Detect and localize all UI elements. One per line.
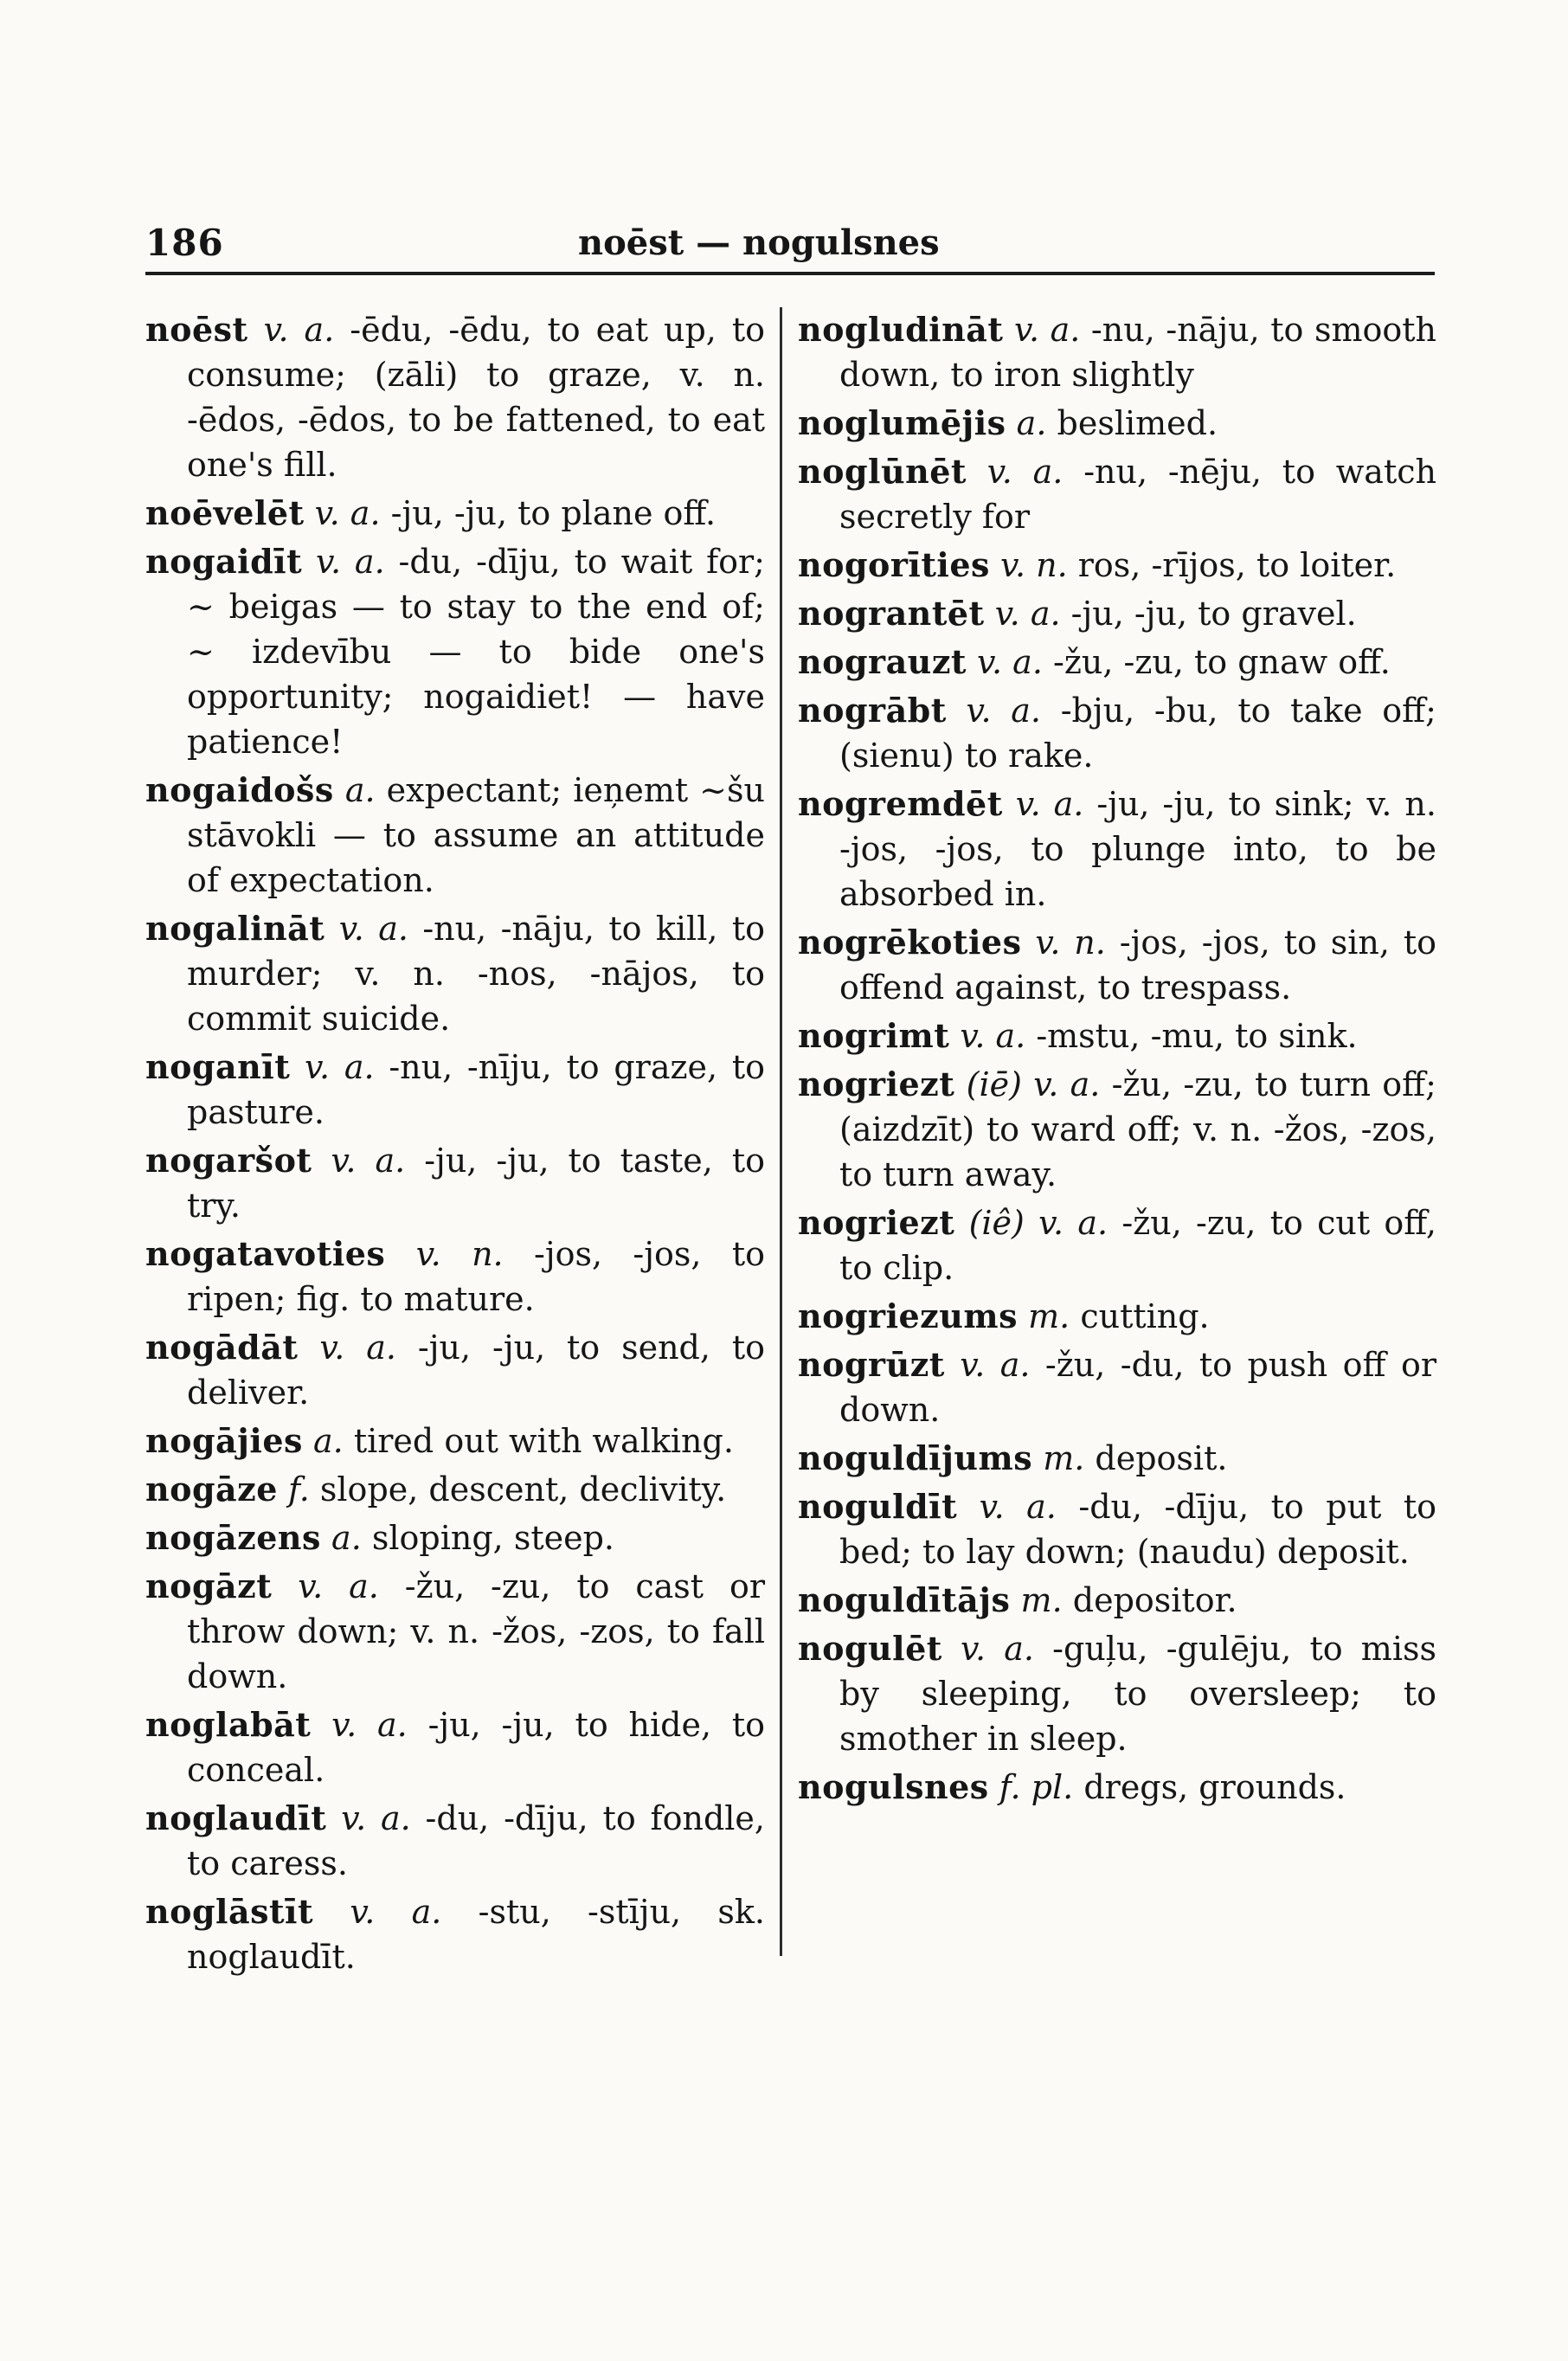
- entry-definition: -ju, -ju, to taste, to try.: [187, 1142, 765, 1225]
- running-head: noēst — nogulsnes: [578, 222, 940, 263]
- dictionary-entry: [145, 1796, 765, 1886]
- entry-headword: nogulēt: [798, 1629, 942, 1668]
- dictionary-entry: [145, 1467, 765, 1512]
- entry-headword: nogaršot: [145, 1141, 312, 1180]
- entry-definition: -guļu, -gulēju, to miss by sleeping, to oversleep; to smother in sleep.: [839, 1630, 1436, 1758]
- entry-grammar: v. a.: [966, 692, 1041, 730]
- entry-definition: -žu, -zu, to cast or throw down; v. n. -žos, -zos, to fall down.: [187, 1567, 765, 1695]
- entry-definition: -nu, -nāju, to smooth down, to iron slightly: [839, 311, 1436, 394]
- entry-definition: -žu, -zu, to gnaw off.: [1053, 643, 1391, 681]
- entry-headword: nogludināt: [798, 310, 1004, 349]
- entry-headword: noglabāt: [145, 1705, 312, 1744]
- entry-grammar: m.: [1043, 1439, 1085, 1477]
- entry-headword: nogāze: [145, 1470, 278, 1509]
- entry-grammar: v. a.: [319, 1328, 396, 1367]
- entry-definition: -mstu, -mu, to sink.: [1036, 1017, 1358, 1055]
- entry-definition: -žu, -zu, to turn off; (aizdzīt) to ward off; v. n. -žos, -zos, to turn away.: [839, 1065, 1436, 1193]
- entry-definition: -ēdu, -ēdu, to eat up, to consume; (zāli) to graze, v. n. -ēdos, -ēdos, to be fattened, to eat one's fill.: [187, 311, 765, 484]
- dictionary-entry: [798, 591, 1436, 636]
- entry-definition: -ju, -ju, to sink; v. n. -jos, -jos, to plunge into, to be absorbed in.: [839, 785, 1436, 913]
- dictionary-entry: [145, 1702, 765, 1792]
- entry-grammar: a.: [313, 1422, 344, 1460]
- entry-grammar: v. a.: [1015, 785, 1084, 823]
- entry-headword: noguldījums: [798, 1438, 1033, 1477]
- entry-definition: -ju, -ju, to plane off.: [390, 494, 717, 532]
- entry-grammar: v. n.: [1035, 923, 1106, 962]
- entry-grammar: v. a.: [305, 1048, 375, 1086]
- entry-headword: nogatavoties: [145, 1234, 386, 1273]
- entry-definition: expectant; ieņemt ~šu stāvokli — to assume an attitude of expectation.: [187, 771, 765, 899]
- entry-grammar: a.: [331, 1519, 362, 1557]
- entry-definition: -du, -dīju, to fondle, to caress.: [187, 1799, 765, 1882]
- entry-headword: nogaidīt: [145, 542, 303, 581]
- entry-headword: noglūnēt: [798, 452, 967, 491]
- entry-definition: cutting.: [1080, 1297, 1210, 1335]
- entry-headword: noglumējis: [798, 403, 1006, 442]
- dictionary-entry: [798, 920, 1436, 1010]
- dictionary-entry: [145, 1515, 765, 1560]
- entry-grammar: (iê) v. a.: [968, 1204, 1109, 1242]
- entry-grammar: v. a.: [979, 1488, 1057, 1526]
- entry-definition: -nu, -nīju, to graze, to pasture.: [187, 1048, 765, 1131]
- dictionary-entry: [798, 401, 1436, 446]
- page-header: [145, 221, 1435, 273]
- entry-headword: nogājies: [145, 1421, 303, 1460]
- entry-grammar: v. a.: [338, 910, 408, 948]
- entry-grammar: v. a.: [960, 1017, 1026, 1055]
- entry-headword: nogriezt: [798, 1065, 955, 1103]
- entry-definition: deposit.: [1095, 1439, 1228, 1477]
- entry-headword: nogriezt: [798, 1203, 955, 1242]
- entry-headword: nogulsnes: [798, 1767, 989, 1806]
- entry-definition: -ju, -ju, to send, to deliver.: [187, 1328, 765, 1412]
- dictionary-entry: [145, 1045, 765, 1135]
- entry-headword: nogrūzt: [798, 1345, 945, 1384]
- entry-grammar: v. a.: [986, 453, 1064, 491]
- entry-grammar: v. a.: [341, 1799, 411, 1837]
- entry-definition: -du, -dīju, to put to bed; to lay down; (naudu) deposit.: [839, 1488, 1436, 1571]
- entry-definition: -du, -dīju, to wait for; ~ beigas — to stay to the end of; ~ izdevību — to bide one's opportunity; nogaidiet! — have patience!: [187, 543, 765, 761]
- entry-headword: nograntēt: [798, 594, 985, 633]
- entry-grammar: f.: [288, 1470, 310, 1509]
- entry-headword: noēvelēt: [145, 493, 305, 532]
- dictionary-entry: [798, 1578, 1436, 1623]
- entry-headword: noēst: [145, 310, 248, 349]
- entry-definition: depositor.: [1072, 1581, 1237, 1619]
- entry-grammar: v. a.: [1014, 311, 1081, 349]
- dictionary-entry: [145, 906, 765, 1041]
- entry-definition: ros, -rījos, to loiter.: [1077, 546, 1397, 584]
- entry-headword: noganīt: [145, 1047, 291, 1086]
- entry-definition: -jos, -jos, to ripen; fig. to mature.: [187, 1235, 766, 1318]
- dictionary-entry: [798, 1200, 1436, 1290]
- dictionary-entry: [798, 782, 1436, 917]
- entry-definition: -jos, -jos, to sin, to offend against, to trespass.: [839, 923, 1436, 1007]
- entry-grammar: v. a.: [977, 643, 1043, 681]
- dictionary-entry: [798, 640, 1436, 685]
- dictionary-entry: [145, 1138, 765, 1228]
- dictionary-entry: [798, 543, 1436, 588]
- dictionary-entry: [145, 1325, 765, 1415]
- entry-definition: -bju, -bu, to take off; (sienu) to rake.: [839, 692, 1436, 775]
- dictionary-entry: [145, 1232, 765, 1322]
- entry-grammar: m.: [1028, 1297, 1070, 1335]
- dictionary-entry: [798, 1484, 1436, 1574]
- dictionary-entry: [798, 1294, 1436, 1339]
- entry-grammar: v. a.: [331, 1706, 408, 1744]
- entry-headword: nogorīties: [798, 545, 990, 584]
- entry-headword: nograuzt: [798, 642, 967, 681]
- entry-headword: nogrābt: [798, 691, 947, 730]
- entry-headword: nogrimt: [798, 1016, 950, 1055]
- entry-grammar: v. a.: [961, 1630, 1034, 1668]
- entry-headword: noguldītājs: [798, 1580, 1011, 1619]
- entry-headword: nogaidošs: [145, 770, 334, 809]
- dictionary-entry: [798, 1342, 1436, 1432]
- entry-grammar: (iē) v. a.: [966, 1065, 1101, 1103]
- entry-definition: beslimed.: [1057, 404, 1218, 442]
- entry-headword: noglāstīt: [145, 1892, 314, 1931]
- entry-grammar: v. a.: [350, 1893, 442, 1931]
- dictionary-entry: [145, 539, 765, 764]
- entry-headword: nogremdēt: [798, 784, 1003, 823]
- entry-grammar: v. a.: [960, 1346, 1031, 1384]
- entry-definition: -nu, -nēju, to watch secretly for: [839, 453, 1436, 536]
- entry-definition: -nu, -nāju, to kill, to murder; v. n. -nos, -nājos, to commit suicide.: [187, 910, 765, 1038]
- dictionary-entry: [798, 688, 1436, 778]
- entry-grammar: v. a.: [994, 595, 1061, 633]
- entry-definition: -ju, -ju, to hide, to conceal.: [187, 1706, 765, 1789]
- dictionary-entry: [145, 768, 765, 903]
- entry-headword: noglaudīt: [145, 1798, 327, 1837]
- dictionary-entry: [798, 449, 1436, 539]
- entry-headword: nogāzens: [145, 1518, 321, 1557]
- entry-headword: nogriezums: [798, 1296, 1018, 1335]
- dictionary-entry: [798, 1062, 1436, 1197]
- entry-grammar: m.: [1020, 1581, 1063, 1619]
- dictionary-entry: [145, 1889, 765, 1979]
- entry-headword: noguldīt: [798, 1487, 958, 1526]
- entry-definition: tired out with walking.: [353, 1422, 734, 1460]
- entry-headword: nogādāt: [145, 1328, 299, 1367]
- entry-grammar: v. n.: [415, 1235, 504, 1273]
- entry-headword: nogāzt: [145, 1566, 273, 1605]
- dictionary-entry: [798, 307, 1436, 397]
- dictionary-entry: [798, 1436, 1436, 1481]
- dictionary-entry: [145, 307, 765, 487]
- entry-definition: dregs, grounds.: [1083, 1768, 1346, 1806]
- dictionary-entry: [798, 1626, 1436, 1761]
- entry-definition: slope, descent, declivity.: [319, 1470, 727, 1509]
- right-column: [798, 307, 1436, 1813]
- dictionary-entry: [145, 1419, 765, 1464]
- entry-grammar: v. a.: [316, 543, 385, 581]
- left-column: [145, 307, 765, 1983]
- page-number: 186: [145, 222, 224, 264]
- dictionary-entry: [145, 491, 765, 536]
- entry-headword: nogalināt: [145, 909, 325, 948]
- dictionary-entry: [145, 1564, 765, 1699]
- entry-grammar: v. n.: [1000, 546, 1068, 584]
- entry-grammar: v. a.: [263, 311, 335, 349]
- column-divider: [780, 307, 782, 1956]
- entry-grammar: v. a.: [314, 494, 381, 532]
- entry-definition: sloping, steep.: [371, 1519, 614, 1557]
- entry-definition: -ju, -ju, to gravel.: [1070, 595, 1357, 633]
- entry-definition: -žu, -du, to push off or down.: [839, 1346, 1436, 1429]
- header-rule: [145, 272, 1435, 275]
- entry-grammar: a.: [344, 771, 376, 809]
- dictionary-entry: [798, 1765, 1436, 1810]
- entry-definition: -žu, -zu, to cut off, to clip.: [839, 1204, 1436, 1287]
- dictionary-entry: [798, 1013, 1436, 1058]
- entry-definition: -stu, -stīju, sk. noglaudīt.: [187, 1893, 765, 1976]
- entry-grammar: a.: [1016, 404, 1047, 442]
- entry-grammar: v. a.: [331, 1142, 406, 1180]
- entry-grammar: f. pl.: [999, 1768, 1074, 1806]
- entry-grammar: v. a.: [298, 1567, 379, 1605]
- entry-headword: nogrēkoties: [798, 923, 1022, 962]
